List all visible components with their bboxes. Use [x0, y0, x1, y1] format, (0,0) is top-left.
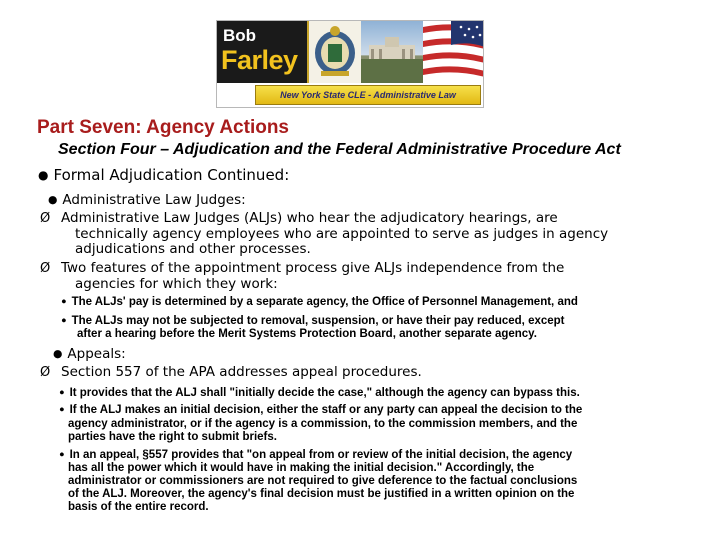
bullet-icon: ● [59, 404, 65, 414]
appeals-point-text: Section 557 of the APA addresses appeal procedures. [61, 364, 422, 380]
page-subtitle: Section Four – Adjudication and the Federal Administrative Procedure Act [58, 141, 621, 158]
header-banner [216, 20, 484, 108]
banner-images [217, 21, 483, 83]
appeals-sub-2-line-3: parties have the right to submit briefs. [68, 431, 277, 443]
arrow-bullet-icon: Ø [40, 211, 51, 226]
page-title: Part Seven: Agency Actions [37, 117, 290, 138]
alj-sub-2-item [61, 315, 565, 327]
appeals-heading-text: Appeals: [67, 346, 126, 362]
state-seal-icon [309, 21, 361, 83]
alj-point-2-line-1: Two features of the appointment process give ALJs independence from the [61, 260, 565, 276]
appeals-heading-item [53, 347, 126, 361]
appeals-sub-3-line-2: has all the power which it would have in making the initial decision." Accordingly, the [68, 462, 535, 474]
alj-sub-2-line-2: after a hearing before the Merit Systems Protection Board, another separate agency. [77, 328, 537, 340]
alj-sub-2-line-1: The ALJs may not be subjected to removal, suspension, or have their pay reduced, except [71, 315, 565, 327]
bullet-icon: ● [38, 168, 49, 182]
appeals-sub-2-line-1: If the ALJ makes an initial decision, either the staff or any party can appeal the decision to the [69, 404, 583, 416]
alj-heading-text: Administrative Law Judges: [62, 192, 246, 208]
logo-first-name: Bob [223, 26, 257, 45]
name-logo [217, 21, 309, 83]
alj-point-1-line-3: adjudications and other processes. [75, 241, 311, 257]
bullet-icon: ● [61, 296, 67, 306]
alj-point-1-line-1: Administrative Law Judges (ALJs) who hear the adjudicatory hearings, are [61, 210, 558, 226]
main-bullet-text: Formal Adjudication Continued: [53, 166, 290, 184]
appeals-sub-2-item [59, 404, 582, 416]
bullet-icon: ● [59, 449, 65, 459]
alj-sub-1-item [61, 296, 578, 308]
alj-point-1-line-2: technically agency employees who are appointed to serve as judges in agency [75, 226, 609, 242]
banner-tagline-bar [255, 85, 481, 105]
alj-sub-1-text: The ALJs' pay is determined by a separate agency, the Office of Personnel Management, and [71, 296, 578, 308]
arrow-bullet-icon: Ø [40, 365, 51, 380]
bullet-icon: ● [59, 387, 65, 397]
bullet-icon: ● [61, 315, 67, 325]
appeals-sub-3-item [59, 449, 572, 461]
alj-point-2-line-2: agencies for which they work: [75, 276, 278, 292]
banner-tagline: New York State CLE - Administrative Law [280, 90, 456, 100]
appeals-sub-3-line-4: of the ALJ. Moreover, the agency's final decision must be justified in a written opinion on the [68, 488, 575, 500]
appeals-sub-3-line-1: In an appeal, §557 provides that "on appeal from or review of the initial decision, the agency [69, 449, 573, 461]
appeals-sub-1-item [59, 387, 580, 399]
alj-heading-item [48, 193, 246, 207]
arrow-bullet-icon: Ø [40, 261, 51, 276]
appeals-sub-2-line-2: agency administrator, or if the agency is a commission, to the commission members, and the [68, 418, 578, 430]
main-bullet-item [38, 168, 289, 184]
appeals-sub-3-line-3: administrator or commissioners are not required to give deference to the factual conclusions [68, 475, 578, 487]
appeals-sub-1-text: It provides that the ALJ shall "initially decide the case," although the agency can bypass this. [69, 387, 580, 399]
logo-last-name: Farley [221, 45, 298, 75]
bullet-icon: ● [53, 347, 63, 360]
bullet-icon: ● [48, 193, 58, 206]
appeals-sub-3-line-5: basis of the entire record. [68, 501, 209, 513]
us-flag-icon [423, 21, 483, 83]
capitol-photo [361, 21, 423, 83]
